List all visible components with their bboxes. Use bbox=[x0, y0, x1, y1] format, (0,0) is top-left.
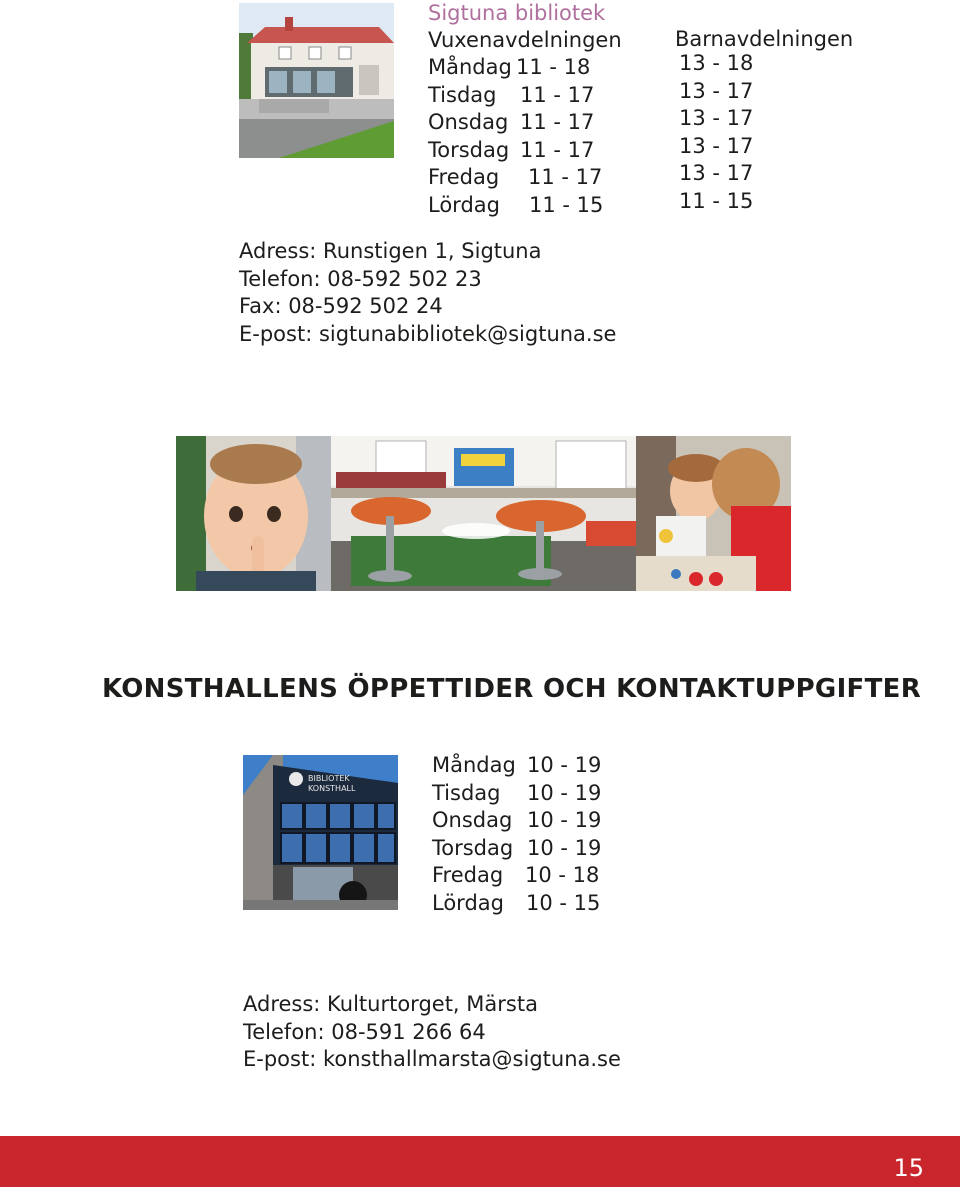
library-building-photo bbox=[239, 3, 394, 158]
library-title: Sigtuna bibliotek bbox=[428, 1, 606, 25]
hours-row-friday: Fredag 11 - 17 bbox=[428, 165, 603, 189]
children-hours-monday: 13 - 18 bbox=[679, 51, 754, 75]
konsthall-heading: KONSTHALLENS ÖPPETTIDER OCH KONTAKTUPPGIFTER bbox=[102, 674, 922, 704]
adult-hours-list bbox=[428, 54, 603, 219]
konsthall-sign-line-1: BIBLIOTEK bbox=[308, 774, 350, 783]
adult-section-heading: Vuxenavdelningen bbox=[428, 28, 622, 52]
konsthall-hours-list bbox=[432, 752, 601, 917]
library-phone: Telefon: 08-592 502 23 bbox=[239, 266, 482, 291]
children-hours-friday: 13 - 17 bbox=[679, 161, 754, 185]
konsthall-hours-wednesday: Onsdag 10 - 19 bbox=[432, 808, 602, 832]
hours-row-saturday: Lördag 11 - 15 bbox=[428, 192, 604, 217]
children-hours-saturday: 11 - 15 bbox=[679, 188, 754, 213]
children-hours-wednesday: 13 - 17 bbox=[679, 106, 754, 130]
konsthall-hours-tuesday: Tisdag 10 - 19 bbox=[432, 780, 602, 805]
konsthall-sign-line-2: KONSTHALL bbox=[308, 784, 356, 793]
hours-row-tuesday: Tisdag 11 - 17 bbox=[428, 82, 595, 107]
baby-photo bbox=[176, 436, 331, 591]
photo-strip bbox=[176, 436, 791, 591]
konsthall-address: Adress: Kulturtorget, Märsta bbox=[243, 992, 538, 1016]
footer-bar bbox=[0, 1136, 960, 1187]
konsthall-hours-friday: Fredag 10 - 18 bbox=[432, 863, 600, 887]
hours-row-wednesday: Onsdag 11 - 17 bbox=[428, 110, 595, 134]
library-email[interactable]: E-post: sigtunabibliotek@sigtuna.se bbox=[239, 321, 617, 346]
library-fax: Fax: 08-592 502 24 bbox=[239, 294, 443, 318]
page-number: 15 bbox=[893, 1154, 924, 1182]
children-section-heading: Barnavdelningen bbox=[675, 27, 854, 51]
hours-row-thursday: Torsdag 11 - 17 bbox=[428, 137, 595, 162]
konsthall-building-photo bbox=[243, 755, 398, 910]
konsthall-hours-thursday: Torsdag 10 - 19 bbox=[432, 835, 602, 860]
children-playing-photo bbox=[636, 436, 791, 591]
konsthall-phone: Telefon: 08-591 266 64 bbox=[243, 1019, 486, 1044]
children-hours-list bbox=[679, 50, 753, 215]
konsthall-hours-monday: Måndag 10 - 19 bbox=[432, 753, 602, 777]
library-contact bbox=[239, 238, 616, 348]
library-interior-photo bbox=[331, 436, 636, 591]
children-hours-tuesday: 13 - 17 bbox=[679, 78, 754, 103]
library-address: Adress: Runstigen 1, Sigtuna bbox=[239, 239, 542, 263]
konsthall-email[interactable]: E-post: konsthallmarsta@sigtuna.se bbox=[243, 1047, 621, 1071]
children-hours-thursday: 13 - 17 bbox=[679, 133, 754, 158]
konsthall-hours-saturday: Lördag 10 - 15 bbox=[432, 890, 601, 915]
konsthall-contact bbox=[243, 991, 621, 1074]
hours-row-monday: Måndag 11 - 18 bbox=[428, 55, 591, 79]
